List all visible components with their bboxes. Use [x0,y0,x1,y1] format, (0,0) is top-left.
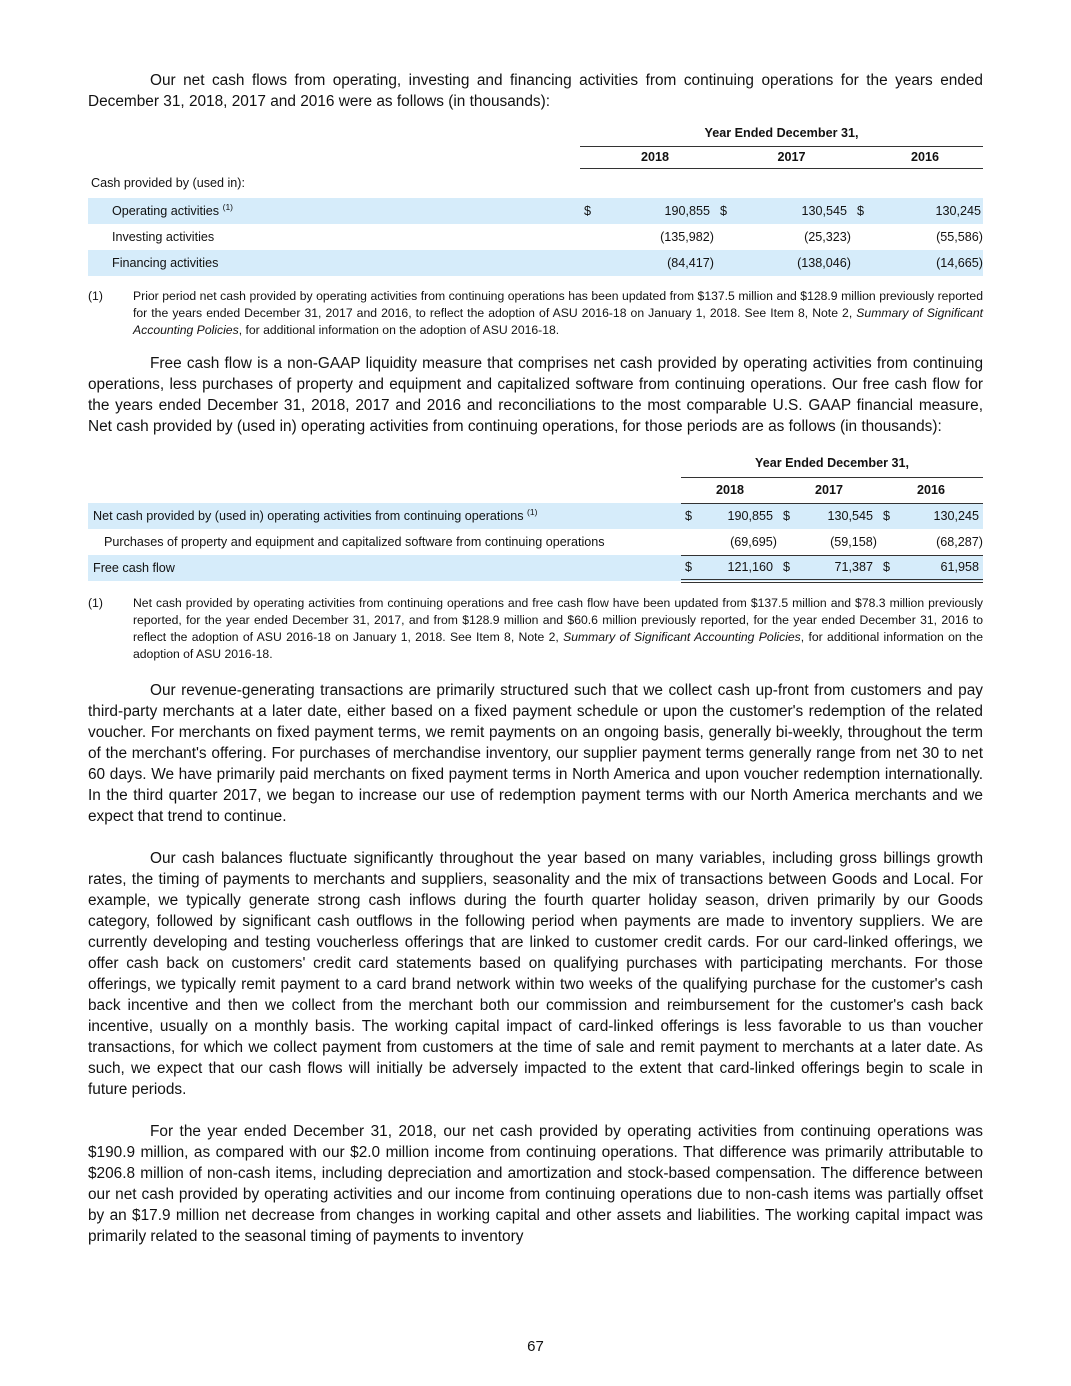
table-row [88,224,983,250]
table1-year-2016: 2016 [853,146,983,168]
table-row [88,529,983,555]
row-label: Operating activities [112,204,220,218]
currency-symbol [580,224,594,250]
currency-symbol: $ [584,204,592,218]
document-page [88,70,983,1247]
value-2016: 61,958 [893,555,983,581]
cash-balances-paragraph: Our cash balances fluctuate significantly throughout the year based on many variables, including gross billings growth rates, the timing of payments to merchants and suppliers, seasonality and the mix of transactions between Goods and Local. For example, we typically generate strong cash inflows during the fourth quarter holiday season, driven primarily by our Goods category, followed by significant cash outflows in the following period when payments are made to inventory suppliers. We are currently developing and testing voucherless offerings that are linked to customer credit cards. For our card-linked offerings, we offer cash back on customers' credit card statements based on qualifying purchases with participating merchants. For those offerings, we typically remit payment to a card brand network within two weeks of the qualifying purchase for the customer's cash back incentive and then we collect from the merchant both our commission and reimbursement for the customer's cash back incentive, usually on a monthly basis. The working capital impact of card-linked offerings is less favorable to us than voucher transactions, for which we collect payment from customers at the time of sale and remit payment to merchants at a later date. As such, we expect that our cash flows will initially be adversely impacted to the extent that card-linked offerings begin to scale in future periods. [88,850,983,1098]
value-2017: (138,046) [797,256,851,270]
footnote-ref: (1) [222,202,233,212]
value-2016: (55,586) [936,230,983,244]
value-2017: 130,545 [801,204,847,218]
table2-year-2018: 2018 [681,477,779,503]
table2-year-2017: 2017 [779,477,879,503]
row-label: Free cash flow [93,561,175,575]
operating-cash-2018-paragraph: For the year ended December 31, 2018, our net cash provided by operating activities from continuing operations was $190.9 million, as compared with our $2.0 million income from continuing operations. That difference was primarily attributable to $206.8 million of non-cash items, including depreciation and amortization and stock-based compensation. The difference between our net cash provided by operating activities and our income from continuing operations due to non-cash items was partially offset by an $17.9 million net decrease from changes in working capital and other assets and liabilities. The working capital impact was primarily related to the seasonal timing of payments to inventory [88,1123,983,1245]
value-2018: (69,695) [695,529,779,555]
free-cash-flow-table [88,449,983,583]
footnote-mark: (1) [88,289,103,303]
footnote-text: Net cash provided by operating activities from continuing operations and free cash flow have been updated from $137.5 million and $78.3 million previously reported, for the year ended December 31, 2017, and from $128.9 million and $60.6 million previously reported, for the year ended December 31, 2016 to reflect the adoption of ASU 2016-18 on January 1, 2018. See Item 8, Note 2, Summary of Significant Accounting Policies, for additional information on the adoption of ASU 2016-18. [133,596,983,661]
table1-group-header: Year Ended December 31, [580,120,983,146]
value-2016: (68,287) [893,529,983,555]
table-row [88,555,983,581]
row-label: Financing activities [112,256,219,270]
table2-group-header: Year Ended December 31, [681,449,983,477]
value-2016: 130,245 [933,509,979,524]
currency-symbol [853,224,867,250]
table1-year-2017: 2017 [716,146,853,168]
value-2018: 121,160 [695,555,779,581]
currency-symbol [681,529,695,555]
currency-symbol: $ [883,509,891,524]
currency-symbol: $ [779,555,793,581]
value-2018: 190,855 [664,204,710,218]
value-2018: 190,855 [727,509,773,524]
currency-symbol: $ [783,509,791,524]
footnote-ref: (1) [527,507,538,517]
currency-symbol [779,529,793,555]
table1-footnote [88,288,983,339]
currency-symbol: $ [681,555,695,581]
footnote-mark: (1) [88,596,103,610]
revenue-transactions-paragraph: Our revenue-generating transactions are primarily structured such that we collect cash up-front from customers and pay third-party merchants at a later date, either based on a fixed payment schedule or upon the customer's redemption of the related voucher. For merchants on fixed payment terms, we remit payments on an ongoing basis, generally bi-weekly, throughout the term of the merchant's offering. For purchases of merchandise inventory, our supplier payment terms generally range from net 30 to net 60 days. We have primarily paid merchants on fixed payment terms in North America and upon voucher redemption internationally. In the third quarter 2017, we began to increase our use of redemption payment terms with our North America merchants and we expect that trend to continue. [88,682,983,825]
currency-symbol [716,224,730,250]
value-2018: (84,417) [667,256,714,270]
cash-flows-table [88,120,983,276]
value-2016: (14,665) [936,256,983,270]
value-2017: 130,545 [827,509,873,524]
currency-symbol [853,250,867,276]
value-2018: (135,982) [660,230,714,244]
currency-symbol [879,529,893,555]
value-2017: 71,387 [793,555,879,581]
value-2017: (59,158) [793,529,879,555]
value-2016: 130,245 [935,204,981,218]
table1-year-2018: 2018 [580,146,716,168]
currency-symbol: $ [857,204,865,218]
table-row [88,198,983,224]
footnote-text: Prior period net cash provided by operating activities from continuing operations has been updated from $137.5 million and $128.9 million previously reported for the years ended December 31, 2017 and 2016, to reflect the adoption of ASU 2016-18 on January 1, 2018. See Item 8, Note 2, Summary of Significant Accounting Policies, for additional information on the adoption of ASU 2016-18. [133,289,983,337]
currency-symbol [716,250,730,276]
table-row [88,503,983,529]
intro-paragraph: Our net cash flows from operating, investing and financing activities from continuing operations for the years ended December 31, 2018, 2017 and 2016 were as follows (in thousands): [88,72,983,110]
row-label: Purchases of property and equipment and capitalized software from continuing operations [104,535,605,549]
row-label: Investing activities [112,230,215,244]
table2-footnote [88,595,983,663]
table1-section-label: Cash provided by (used in): [91,176,246,191]
value-2017: (25,323) [804,230,851,244]
row-label: Net cash provided by (used in) operating activities from continuing operations [93,509,524,523]
free-cash-flow-paragraph: Free cash flow is a non-GAAP liquidity measure that comprises net cash provided by operating activities from continuing operations, less purchases of property and equipment and capitalized software from continuing operations. Our free cash flow for the years ended December 31, 2018, 2017 and 2016 and reconciliations to the most comparable U.S. GAAP financial measure, Net cash provided by (used in) operating activities from continuing operations, for those periods are as follows (in thousands): [88,355,983,435]
page-number: 67 [527,1338,544,1355]
currency-symbol: $ [685,509,693,524]
currency-symbol: $ [879,555,893,581]
currency-symbol: $ [720,204,728,218]
table2-year-2016: 2016 [879,477,983,503]
currency-symbol [580,250,594,276]
table-row [88,250,983,276]
